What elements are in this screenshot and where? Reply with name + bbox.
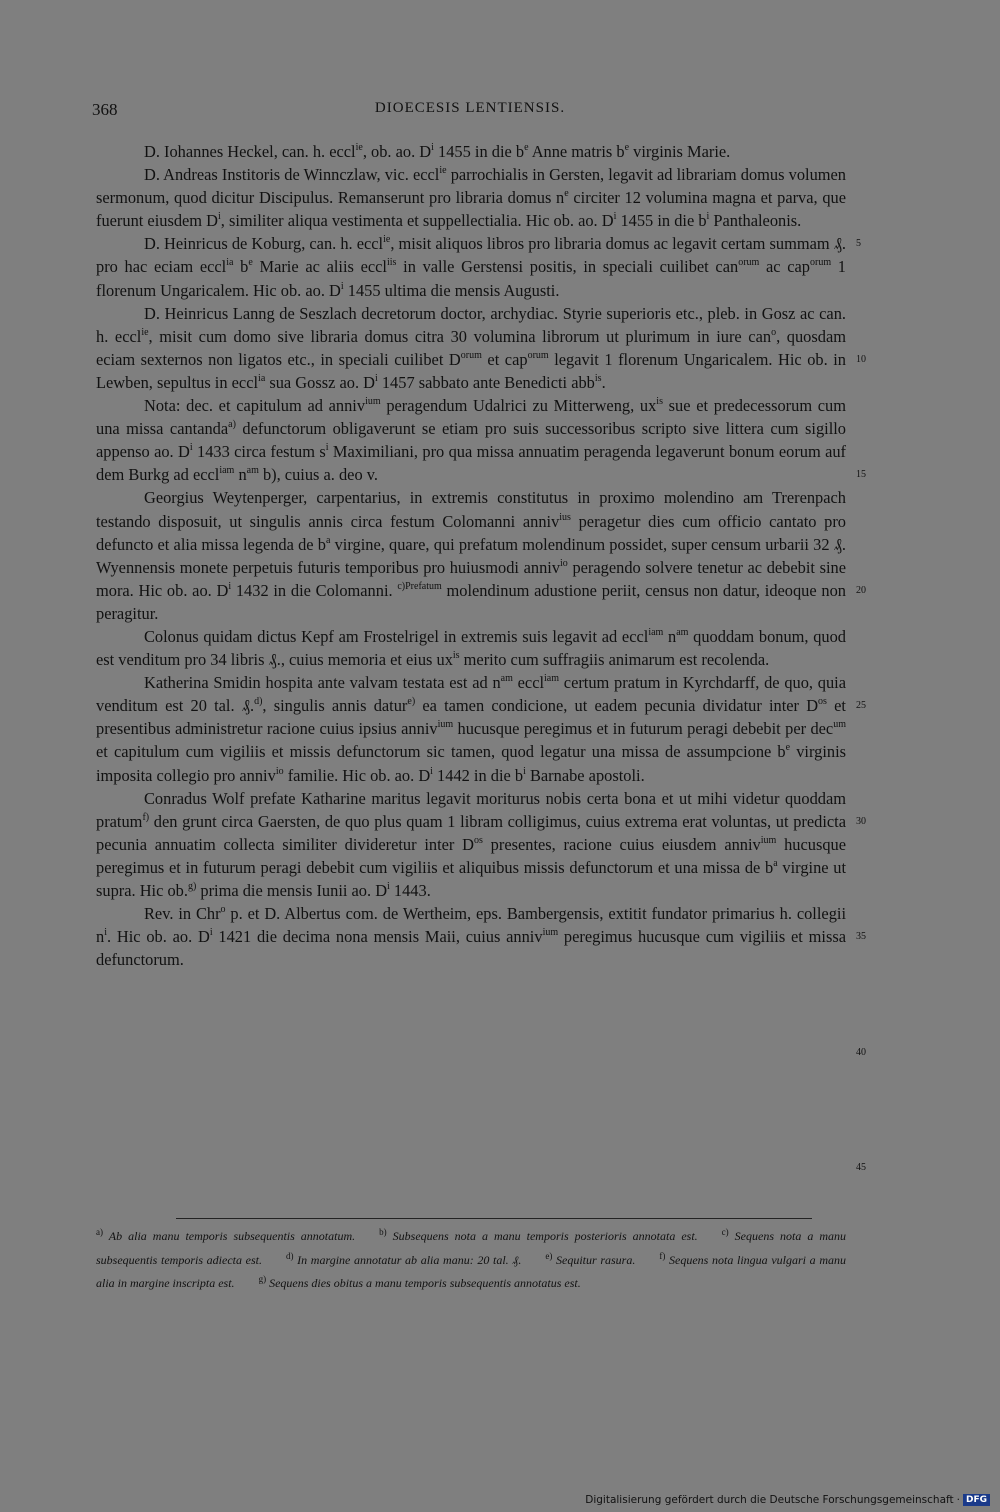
line-number: 5	[856, 238, 861, 250]
footnote	[545, 1250, 660, 1267]
footnote-mark: f)	[659, 1250, 666, 1261]
paragraph: Georgius Weytenperger, carpentarius, in extremis constitutus in proximo molendino am Trerenpach testando disposuit, ut singulis annis circa festum Colomanni anniv$^{ius}$ peragetur dies cum officio cantato pro defuncto et alia missa legenda de $b^a$ virgine, quare, qui prefatum molendinum possidet, super censum urbarii 32 ₰. Wyennensis monete perpetuis futuris temporibus pro huiusmodi anniv$^{io}$ peragendo solvere tenetur ac debebit sine mora. Hic ob. ao. $D^i$ 1432 in die Colomanni. $^{c)Prefatum}$ molendinum adustione periit, census non datur, ideoque non peragitur.	[96, 488, 847, 623]
footnote-text: Sequens nota a manu subsequentis temporis adiecta est.	[96, 1229, 847, 1267]
credit-text: Digitalisierung gefördert durch die Deutsche Forschungsgemeinschaft	[585, 1494, 954, 1506]
footnote-mark: a)	[96, 1227, 103, 1237]
line-number: 30	[856, 815, 866, 827]
line-number: 10	[856, 353, 866, 365]
page-header	[92, 100, 848, 124]
paragraph: Colonus quidam dictus Kepf am Frostelrigel in extremis suis legavit ad eccl$^{iam}$ $n^{am}$ quoddam bonum, quod est venditum pro 34 libris ₰., cuius memoria et eius $ux^{is}$ merito cum suffragiis animarum est recolenda.	[96, 626, 847, 670]
footnote-mark: c)	[721, 1227, 729, 1237]
footnote-text: Sequens dies obitus a manu temporis subsequentis annotatus est.	[266, 1276, 605, 1290]
digitization-credit: Digitalisierung gefördert durch die Deutsche Forschungsgemeinschaft · DFG	[585, 1494, 990, 1506]
line-number: 45	[856, 1162, 866, 1174]
paragraph: D. Heinricus de Koburg, can. h. eccl$^{ie}$, misit aliquos libros pro libraria domus ac legavit certam summam ₰. pro hac eciam eccl$^{ia}$ $b^e$ Marie ac aliis eccl$^{iis}$ in valle Gerstensi positis, in speciali cuilibet can$^{orum}$ ac cap$^{orum}$ 1 florenum Ungaricalem. Hic ob. ao. $D^i$ 1455 ultima die mensis Augusti.	[96, 234, 847, 300]
page-number: 368	[92, 100, 118, 119]
running-title: DIOECESIS LENTIENSIS.	[374, 100, 566, 116]
paragraph: D. Andreas Institoris de Winnczlaw, vic. eccl$^{ie}$ parrochialis in Gersten, legavit ad librariam domus volumen sermonum, quod dicitur Discipulus. Remanserunt pro libraria domus $n^e$ circiter 12 volumina magna et parva, que fuerunt eiusdem $D^i$, similiter aliqua vestimenta et suppellectialia. Hic ob. ao. $D^i$ 1455 in die $b^i$ Panthaleonis.	[96, 165, 846, 231]
footnote-mark: g)	[258, 1274, 267, 1284]
paragraph: D. Iohannes Heckel, can. h. eccl$^{ie}$, ob. ao. $D^i$ 1455 in die $b^e$ Anne matris $b^e$ virginis Marie.	[144, 142, 731, 161]
line-number: 40	[856, 1046, 866, 1058]
footnotes	[96, 1223, 846, 1294]
footnote-text: Sequitur rasura.	[552, 1252, 660, 1267]
footnote	[259, 1276, 605, 1290]
paragraph: Rev. in Chr$^o$ p. et D. Albertus com. de Wertheim, eps. Bambergensis, extitit fundator primarius h. collegii $n^i$. Hic ob. ao. $D^i$ 1421 die decima nona mensis Maii, cuius anniv$^{ium}$ peregimus hucusque cum vigiliis et missa defunctorum.	[96, 904, 846, 970]
footnote-rule	[176, 1218, 812, 1219]
footnote-mark: e)	[545, 1250, 553, 1261]
footnote-text: In margine annotatur ab alia manu: 20 tal. ₰.	[293, 1252, 546, 1267]
footnote-mark: b)	[379, 1227, 387, 1237]
paragraph: Katherina Smidin hospita ante valvam testata est ad $n^{am}$ eccl$^{iam}$ certum pratum in Kyrchdarff, de quo, quia venditum est 20 tal. ₰.$^{d)}$, singulis annis datur$^{e)}$ ea tamen condicione, ut eadem pecunia dividatur inter $D^{os}$ et presentibus administretur racione cuius ipsius anniv$^{ium}$ hucusque peregimus et in futurum peragi debebit per dec$^{um}$ et capitulum cum vigiliis et missis defunctorum sic tamen, quod legatur una missa de assumpcione $b^e$ virginis imposita collegio pro anniv$^{io}$ familie. Hic ob. ao. $D^i$ 1442 in die $b^i$ Barnabe apostoli.	[96, 673, 846, 785]
footnote	[285, 1250, 546, 1267]
line-number: 20	[856, 584, 866, 596]
paragraph: D. Heinricus Lanng de Seszlach decretorum doctor, archydiac. Styrie superioris etc., pleb. in Gosz ac can. h. eccl$^{ie}$, misit cum domo sive libraria domus citra 30 volumina librorum ut plurimum in iure can$^o$, quosdam eciam sexternos non ligatos etc., in speciali cuilibet $D^{orum}$ et cap$^{orum}$ legavit 1 florenum Ungaricalem. Hic ob. in Lewben, sepultus in eccl$^{ia}$ sua Gossz ao. $D^i$ 1457 sabbato ante Benedicti abb$^{is}$.	[96, 303, 846, 392]
line-number: 35	[856, 931, 866, 943]
paragraph: Nota: dec. et capitulum ad anniv$^{ium}$ peragendum Udalrici zu Mitterweng, $ux^{is}$ sue et predecessorum cum una missa cantanda$^{a)}$ defunctorum obligaverunt se etiam pro suis successoribus scripto sive littera cum sigillo appenso ao. $D^i$ 1433 circa festum $s^i$ Maximiliani, pro qua missa annuatim peragenda legaverunt bonum eorum auf dem Burkg ad eccl$^{iam}$ $n^{am}$ b), cuius a. deo v.	[96, 396, 847, 485]
footnote	[96, 1229, 379, 1243]
main-text	[96, 140, 846, 971]
footnote-text: Sequens nota lingua vulgari a manu alia in margine inscripta est.	[96, 1252, 846, 1290]
line-number: 25	[856, 700, 866, 712]
paragraph: Conradus Wolf prefate Katharine maritus legavit moriturus nobis certa bona et ut mihi videtur quoddam pratum$^{f)}$ den grunt circa Gaersten, de quo plus quam 1 libram colligimus, cuius extrema erat voluntas, ut predicta pecunia annuatim collecta similiter divideretur inter $D^{os}$ presentes, racione cuius eiusdem anniv$^{ium}$ hucusque peregimus et in futurum peragi debebit cum vigiliis et aliquibus missis defunctorum et una missa de $b^a$ virgine ut supra. Hic ob.$^{g)}$ prima die mensis Iunii ao. $D^i$ 1443.	[96, 788, 846, 900]
footnote-text: Ab alia manu temporis subsequentis annotatum.	[103, 1229, 380, 1243]
footnote-mark: d)	[285, 1250, 294, 1261]
footnote-text: Subsequens nota a manu temporis posterioris annotata est.	[386, 1229, 722, 1243]
line-number: 15	[856, 469, 866, 481]
footnote	[379, 1229, 722, 1243]
dfg-logo: DFG	[963, 1494, 990, 1506]
